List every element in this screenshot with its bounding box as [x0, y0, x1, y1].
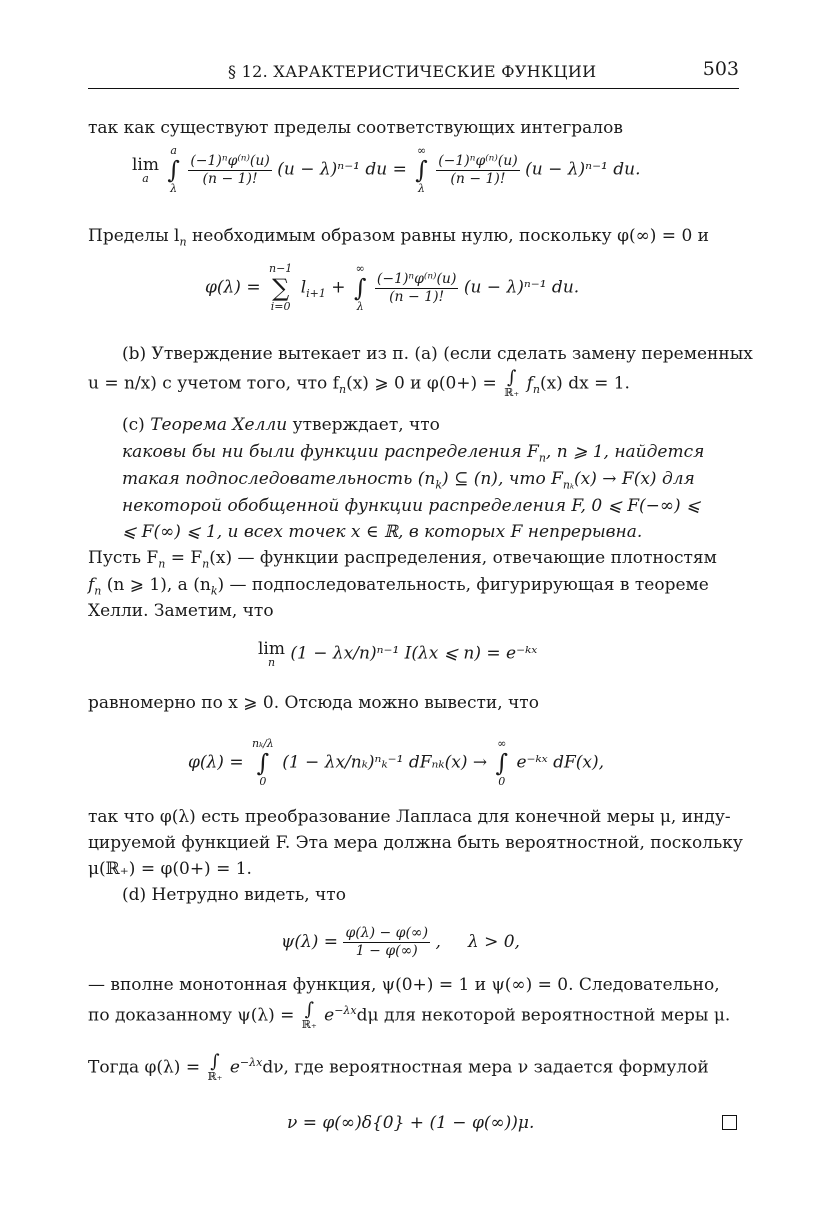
text-line: (c) Теорема Хелли утверждает, что — [122, 415, 440, 435]
integral-sign: ∫ ℝ₊ — [301, 999, 317, 1032]
text-line: $f_n$ (n ⩾ 1), а $(n_k)$ — подпоследовательность, фигурирующая в теореме — [88, 575, 709, 598]
text-line: Пусть $F_n = F_n(x)$ — функции распределения, отвечающие плотностям — [88, 548, 717, 571]
text-line: (d) Нетрудно видеть, что — [122, 885, 346, 905]
theorem-line: каковы бы ни были функции распределения $F_n$, n ⩾ 1, найдется — [122, 442, 705, 465]
fraction: $\frac{\text{(−1)ⁿφ⁽ⁿ⁾(u)}}{(n - 1)!}$ — [190, 152, 270, 187]
text-line: равномерно по x ⩾ 0. Отсюда можно вывести, что — [88, 693, 539, 713]
text-line: Пределы $l_n$ необходимым образом равны нулю, поскольку φ(∞) = 0 и — [88, 226, 710, 249]
theorem-line: ⩽ F(∞) ⩽ 1, и всех точек x ∈ ℝ, в которых F непрерывна. — [122, 522, 643, 542]
integral-sign: ∞ ∫ λ — [415, 144, 428, 195]
integral-sign: ∞ ∫ λ — [353, 262, 367, 313]
formula-text: (u − λ)ⁿ⁻¹ du = — [277, 159, 407, 180]
formula-limit-integrals — [132, 145, 641, 195]
integral-sign: a ∫ λ — [167, 144, 180, 195]
text-line: так что φ(λ) есть преобразование Лапласа для конечной меры μ, инду- — [88, 807, 731, 827]
section-title: § 12. ХАРАКТЕРИСТИЧЕСКИЕ ФУНКЦИИ — [228, 62, 597, 81]
text-line: (b) Утверждение вытекает из п. (a) (если сделать замену переменных — [122, 344, 753, 364]
sum-sign: n−1 ∑ i=0 — [269, 262, 293, 313]
text-line: μ(ℝ₊) = φ(0+) = 1. — [88, 859, 252, 879]
formula-phi-laplace: φ(λ) = nₖ/λ ∫ 0 (1 − λx/nₖ)ⁿₖ⁻¹ dFₙₖ(x) → ∞ ∫ 0 e⁻ᵏˣ dF(x), — [188, 737, 605, 788]
formula-psi: ψ(λ) = $\frac{\varphi(\lambda) - \varphi(\infty)}{1 - \varphi(\infty)}$ , λ > 0, — [281, 925, 520, 959]
qed-square-icon — [722, 1115, 737, 1130]
integral-sign: ∫ ℝ₊ — [207, 1051, 223, 1084]
lim-operator: lim — [132, 155, 159, 175]
fraction: $\frac{\text{(−1)ⁿφ⁽ⁿ⁾(u)}}{(n - 1)!}$ — [376, 270, 457, 305]
formula-phi-sum: φ(λ) = n−1 ∑ i=0 $l_{i+1}$ + ∞ ∫ λ $\frac{\text{(−1)ⁿφ⁽ⁿ⁾(u)}}{(n - 1)!}$ (u − λ)ⁿ⁻¹ du. — [205, 262, 580, 313]
formula-nu: ν = φ(∞)δ{0} + (1 − φ(∞))μ. — [287, 1113, 535, 1133]
text-line: u = n/x) с учетом того, что $f_n(x)$ ⩾ 0 и φ(0+) = ∫ ℝ₊ $f_n(x)$ dx = 1. — [88, 367, 630, 399]
text-line: — вполне монотонная функция, ψ(0+) = 1 и ψ(∞) = 0. Следовательно, — [88, 975, 720, 995]
theorem-line: некоторой обобщенной функции распределения F, 0 ⩽ F(−∞) ⩽ — [122, 496, 701, 516]
page-number: 503 — [702, 58, 739, 80]
integral-sign: ∫ ℝ₊ — [504, 367, 520, 399]
lim-subscript: a — [142, 172, 149, 185]
running-header — [88, 58, 739, 89]
integral-sign: nₖ/λ ∫ 0 — [252, 737, 274, 788]
formula-text: (u − λ)ⁿ⁻¹ du. — [525, 159, 641, 180]
text-line: по доказанному ψ(λ) = ∫ ℝ₊ $e^{-\lambda x}d\mu$ для некоторой вероятностной меры μ. — [88, 999, 731, 1032]
text-line: Тогда φ(λ) = ∫ ℝ₊ $e^{-\lambda x}d\nu$, где вероятностная мера ν задается формулой — [88, 1051, 709, 1084]
fraction: $\frac{\varphi(\lambda) - \varphi(\infty)}{1 - \varphi(\infty)}$ — [345, 925, 429, 959]
integral-sign: ∞ ∫ 0 — [495, 737, 509, 788]
text-line: так как существуют пределы соответствующих интегралов — [88, 118, 623, 138]
text-line: Хелли. Заметим, что — [88, 601, 274, 621]
text-line: цируемой функцией F. Эта мера должна быть вероятностной, поскольку — [88, 833, 743, 853]
theorem-line: такая подпоследовательность $(n_k)$ ⊆ (n), что $F_{n_k}(x) \to F(x)$ для — [122, 469, 695, 492]
fraction: $\frac{\text{(−1)ⁿφ⁽ⁿ⁾(u)}}{(n - 1)!}$ — [438, 152, 518, 187]
formula-uniform-limit: lim n (1 − λx/n)ⁿ⁻¹ I(λx ⩽ n) = e⁻ᵏˣ — [258, 639, 538, 669]
